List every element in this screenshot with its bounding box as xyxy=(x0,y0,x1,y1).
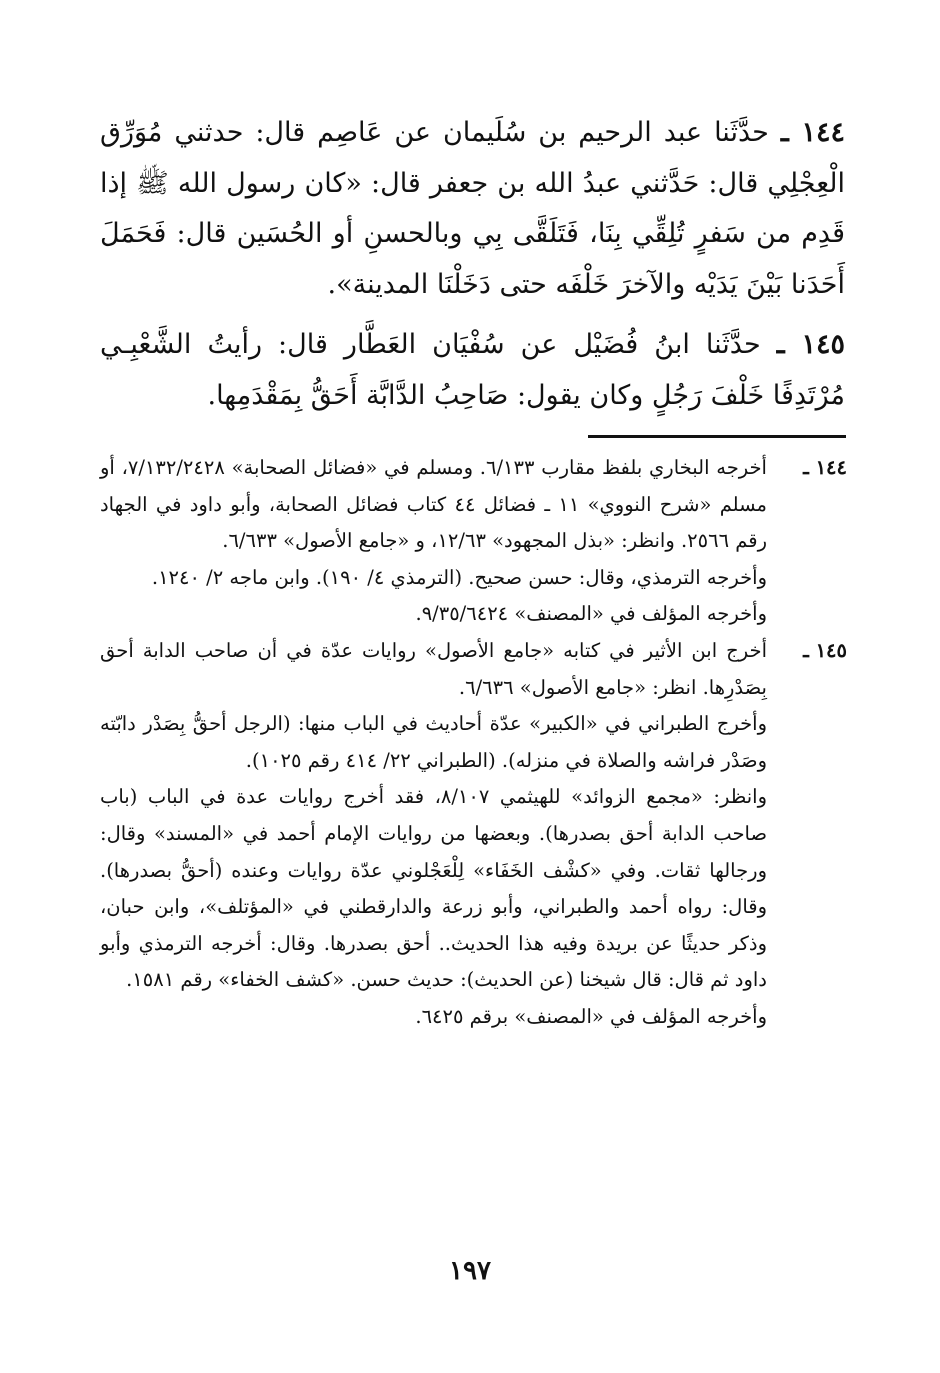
footnote-144 xyxy=(100,450,847,633)
main-text xyxy=(100,108,845,421)
footnote-paragraph: وأخرجه الترمذي، وقال: حسن صحيح. (الترمذي ٤/ ١٩٠). وابن ماجه ٢/ ١٢٤٠. xyxy=(151,565,767,589)
footnote-separator xyxy=(588,435,846,438)
footnote-145 xyxy=(100,633,847,1036)
footnote-paragraph: أخرج ابن الأثير في كتابه «جامع الأصول» روايات عدّة في أن صاحب الدابة أحق بِصَدْرِها. انظر: «جامع الأصول» ٦/٦٣٦. xyxy=(100,638,767,699)
footnote-paragraph: وأخرجه المؤلف في «المصنف» برقم ٦٤٢٥. xyxy=(415,1004,767,1028)
hadith-text: حدَّثَنا ابنُ فُضَيْل عن سُفْيَان العَطَّار قال: رأيتُ الشَّعْبِـي مُرْتَدِفًا خَلْفَ رَجُلٍ وكان يقول: صَاحِبُ الدَّابَّة أَحَقُّ بِمَقْدَمِها. xyxy=(100,329,845,411)
hadith-number: ١٤٤ ـ xyxy=(780,117,846,148)
footnote-paragraph: وأخرجه المؤلف في «المصنف» ٩/٣٥/٦٤٢٤. xyxy=(415,602,767,626)
hadith-number: ١٤٥ ـ xyxy=(776,329,845,360)
page-number: ١٩٧ xyxy=(449,1256,491,1286)
footnotes xyxy=(100,450,847,1036)
footnote-number: ١٤٤ ـ xyxy=(803,456,847,479)
footnote-paragraph: وأخرج الطبراني في «الكبير» عدّة أحاديث في الباب منها: (الرجل أحقُّ بِصَدْر دابّته وصَدْر فراشه والصلاة في منزله). (الطبراني ٢٢/ ٤١٤ رقم ١٠٢٥). xyxy=(100,712,767,772)
footnote-paragraph: أخرجه البخاري بلفظ مقارب ٦/١٣٣. ومسلم في «فضائل الصحابة» ٧/١٣٢/٢٤٢٨، أو مسلم «شرح النووي» ١١ ـ فضائل ٤٤ كتاب فضائل الصحابة، وأبو داود في الجهاد رقم ٢٥٦٦. وانظر: «بذل المجهود» ١٢/٦٣، و «جامع الأصول» ٦/٦٣٣. xyxy=(100,456,767,553)
hadith-144 xyxy=(100,108,845,310)
footnote-number: ١٤٥ ـ xyxy=(803,638,847,662)
hadith-145 xyxy=(100,320,845,421)
hadith-text: حدَّثَنا عبد الرحيم بن سُلَيمان عن عَاصِم قال: حدثني مُوَرِّق الْعِجْلِي قال: حَدَّثني عبدُ الله بن جعفر قال: «كان رسول الله ﷺ إذا قَدِم من سَفرٍ تُلِقِّي بِنَا، فَتَلَقَّى بِي وبالحسنِ أو الحُسَين قال: فَحَمَلَ أَحَدَنا بَيْنَ يَدَيْه والآخرَ خَلْفَه حتى دَخَلْنَا المدينة». xyxy=(100,117,845,300)
footnote-paragraph: وانظر: «مجمع الزوائد» للهيثمي ٨/١٠٧، فقد أخرج روايات عدة في الباب (باب صاحب الدابة أحق بصدرها). وبعضها من روايات الإمام أحمد في «المسند» وقال: ورجالها ثقات. وفي «كشْف الخَفَاء» لِلْعَجْلوني عدّة روايات وعنده (أحقُّ بصدرها). وقال: رواه أحمد والطبراني، وأبو زرعة والدارقطني في «المؤتلف»، وابن حبان، وذكر حديثًا عن بريدة وفيه هذا الحديث.. أحق بصدرها. وقال: أخرجه الترمذي وأبو داود ثم قال: قال شيخنا (عن الحديث): حديث حسن. «كشف الخفاء» رقم ١٥٨١. xyxy=(100,785,767,992)
